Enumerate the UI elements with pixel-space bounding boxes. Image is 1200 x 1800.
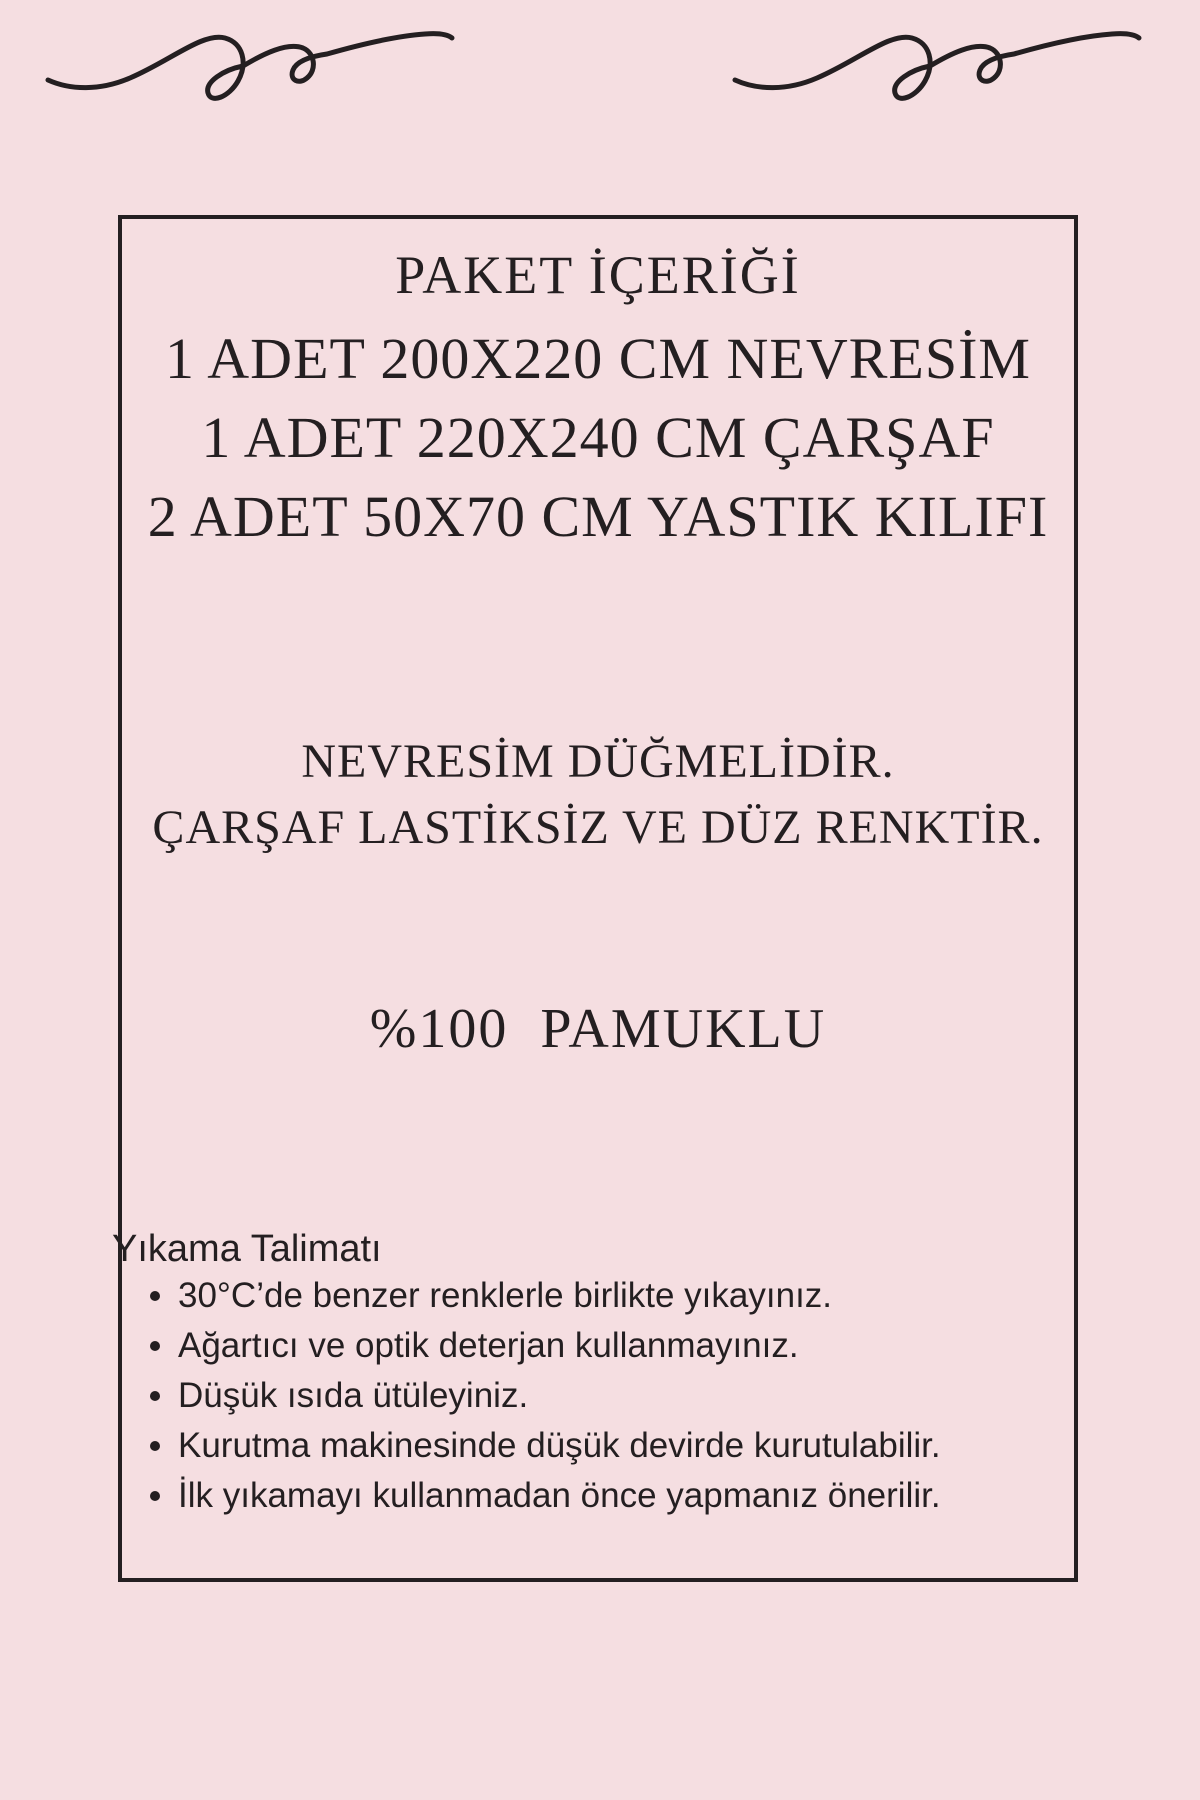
squiggle-flourish-icon <box>732 28 1142 108</box>
package-item-sheet: 1 ADET 220X240 CM ÇARŞAF <box>201 405 995 470</box>
washing-instruction-text: İlk yıkamayı kullanmadan önce yapmanız önerilir. <box>178 1476 941 1515</box>
washing-instruction-item <box>150 1271 941 1321</box>
bullet-dot-icon <box>150 1291 160 1301</box>
washing-instruction-item <box>150 1321 941 1371</box>
washing-instruction-item <box>150 1421 941 1471</box>
squiggle-flourish-icon <box>45 28 455 108</box>
package-item-duvet-cover: 1 ADET 200X220 CM NEVRESİM <box>165 326 1031 391</box>
washing-instructions-list <box>150 1271 941 1521</box>
washing-instruction-text: Ağartıcı ve optik deterjan kullanmayınız. <box>178 1326 799 1365</box>
info-card <box>112 215 1078 1582</box>
washing-instruction-item <box>150 1371 941 1421</box>
note-duvet-buttons: NEVRESİM DÜĞMELİDİR. <box>301 735 895 788</box>
package-item-pillowcases: 2 ADET 50X70 CM YASTIK KILIFI <box>147 484 1049 549</box>
note-sheet-plain: ÇARŞAF LASTİKSİZ VE DÜZ RENKTİR. <box>152 801 1044 854</box>
package-contents-title: PAKET İÇERİĞİ <box>395 245 801 305</box>
washing-instruction-text: Düşük ısıda ütüleyiniz. <box>178 1376 529 1415</box>
washing-instructions-heading: Yıkama Talimatı <box>112 1228 382 1270</box>
bullet-dot-icon <box>150 1491 160 1501</box>
bullet-dot-icon <box>150 1441 160 1451</box>
material-label: %100 PAMUKLU <box>369 998 827 1060</box>
bullet-dot-icon <box>150 1341 160 1351</box>
washing-instruction-text: Kurutma makinesinde düşük devirde kurutulabilir. <box>178 1426 941 1465</box>
washing-instruction-item <box>150 1471 941 1521</box>
bullet-dot-icon <box>150 1391 160 1401</box>
washing-instruction-text: 30°C’de benzer renklerle birlikte yıkayınız. <box>178 1276 833 1315</box>
